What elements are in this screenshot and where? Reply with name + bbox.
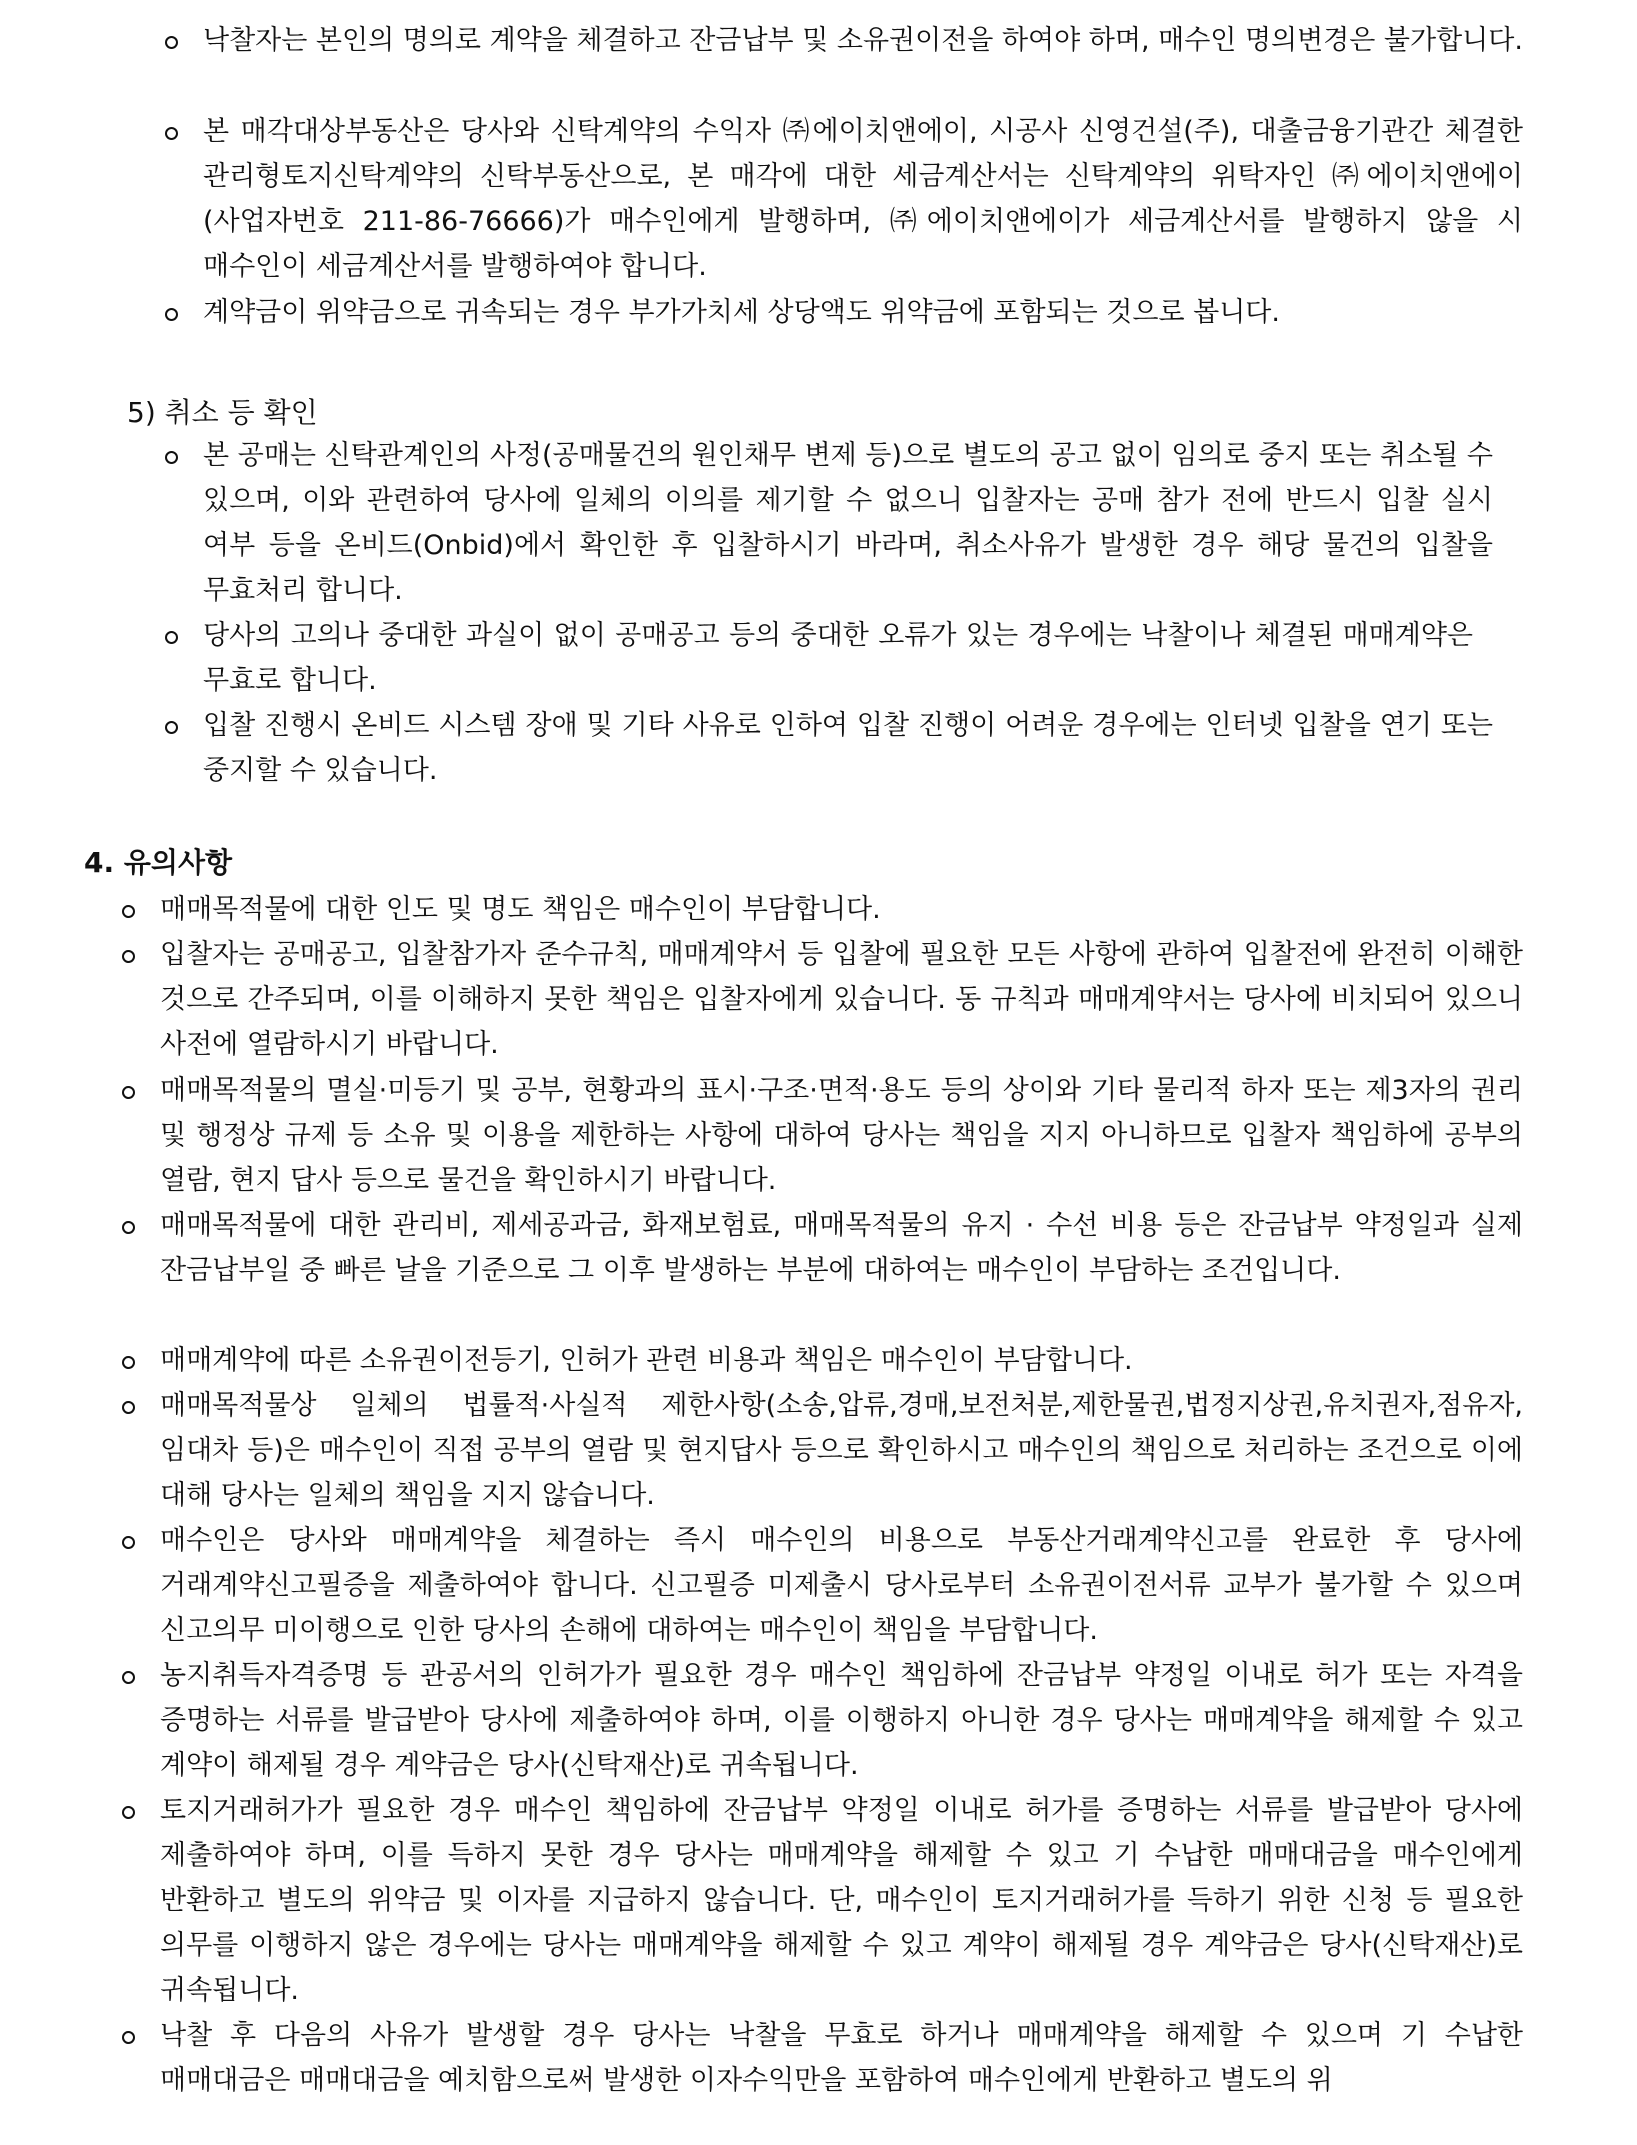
list-item [160, 2013, 1523, 2103]
bullet-circle-icon [165, 36, 178, 49]
list-item-text: 본 공매는 신탁관계인의 사정(공매물건의 원인채무 변제 등)으로 별도의 공고 없이 임의로 중지 또는 취소될 수 있으며, 이와 관련하여 당사에 일체의 이의를 제기할 수 없으니 입찰자는 공매 참가 전에 반드시 입찰 실시 여부 등을 온비드(Onbid)에서 확인한 후 입찰하시기 바라며, 취소사유가 발생한 경우 해당 물건의 입찰을 무효처리 합니다. [203, 440, 1493, 606]
list-item [160, 1518, 1523, 1653]
list-item [160, 932, 1523, 1067]
bullet-circle-icon [165, 631, 178, 644]
list-item [203, 290, 1523, 335]
bullet-circle-icon [165, 127, 178, 140]
list-item [160, 1068, 1523, 1203]
list-item-text: 농지취득자격증명 등 관공서의 인허가가 필요한 경우 매수인 책임하에 잔금납부 약정일 이내로 허가 또는 자격을 증명하는 서류를 발급받아 당사에 제출하여야 하며, 이를 이행하지 아니한 경우 당사는 매매계약을 해제할 수 있고 계약이 해제될 경우 계약금은 당사(신탁재산)로 귀속됩니다. [160, 1660, 1523, 1781]
list-item-text: 매매목적물상 일체의 법률적·사실적 제한사항(소송,압류,경매,보전처분,제한물권,법정지상권,유치권자,점유자,임대차 등)은 매수인이 직접 공부의 열람 및 현지답사 등으로 확인하시고 매수인의 책임으로 처리하는 조건으로 이에 대해 당사는 일체의 책임을 지지 않습니다. [160, 1390, 1523, 1511]
list-item [160, 1653, 1523, 1788]
bullet-circle-icon [122, 905, 135, 918]
list-item [203, 613, 1473, 703]
bullet-circle-icon [165, 721, 178, 734]
bullet-circle-icon [122, 1671, 135, 1684]
list-item-text: 매매목적물에 대한 인도 및 명도 책임은 매수인이 부담합니다. [160, 894, 881, 925]
list-item-text: 매매목적물의 멸실·미등기 및 공부, 현황과의 표시·구조·면적·용도 등의 상이와 기타 물리적 하자 또는 제3자의 권리 및 행정상 규제 등 소유 및 이용을 제한하는 사항에 대하여 당사는 책임을 지지 아니하므로 입찰자 책임하에 공부의 열람, 현지 답사 등으로 물건을 확인하시기 바랍니다. [160, 1075, 1523, 1196]
list-item [160, 887, 1523, 932]
bullet-circle-icon [122, 1806, 135, 1819]
list-item-text: 본 매각대상부동산은 당사와 신탁계약의 수익자 ㈜에이치앤에이, 시공사 신영건설(주), 대출금융기관간 체결한 관리형토지신탁계약의 신탁부동산으로, 본 매각에 대한 세금계산서는 신탁계약의 위탁자인 ㈜에이치앤에이(사업자번호 211-86-76666)가 매수인에게 발행하며, ㈜에이치앤에이가 세금계산서를 발행하지 않을 시 매수인이 세금계산서를 발행하여야 합니다. [203, 116, 1523, 282]
list-item-text: 매매목적물에 대한 관리비, 제세공과금, 화재보험료, 매매목적물의 유지 · 수선 비용 등은 잔금납부 약정일과 실제 잔금납부일 중 빠른 날을 기준으로 그 이후 발생하는 부분에 대하여는 매수인이 부담하는 조건입니다. [160, 1210, 1523, 1286]
list-item-text: 당사의 고의나 중대한 과실이 없이 공매공고 등의 중대한 오류가 있는 경우에는 낙찰이나 체결된 매매계약은 무효로 합니다. [203, 620, 1473, 696]
section-title: 4. 유의사항 [84, 846, 233, 879]
list-item [203, 703, 1493, 793]
list-item [203, 109, 1523, 289]
bullet-circle-icon [122, 1356, 135, 1369]
bullet-circle-icon [122, 1536, 135, 1549]
list-item-text: 토지거래허가가 필요한 경우 매수인 책임하에 잔금납부 약정일 이내로 허가를 증명하는 서류를 발급받아 당사에 제출하여야 하며, 이를 득하지 못한 경우 당사는 매매계약을 해제할 수 있고 기 수납한 매매대금을 매수인에게 반환하고 별도의 위약금 및 이자를 지급하지 않습니다. 단, 매수인이 토지거래허가를 득하기 위한 신청 등 필요한 의무를 이행하지 않은 경우에는 당사는 매매계약을 해제할 수 있고 계약이 해제될 경우 계약금은 당사(신탁재산)로 귀속됩니다. [160, 1795, 1524, 2006]
list-item [160, 1383, 1523, 1518]
list-item [203, 18, 1523, 63]
bullet-circle-icon [122, 2031, 135, 2044]
list-item-text: 낙찰자는 본인의 명의로 계약을 체결하고 잔금납부 및 소유권이전을 하여야 하며, 매수인 명의변경은 불가합니다. [203, 25, 1523, 56]
list-item-text: 입찰 진행시 온비드 시스템 장애 및 기타 사유로 인하여 입찰 진행이 어려운 경우에는 인터넷 입찰을 연기 또는 중지할 수 있습니다. [203, 710, 1493, 786]
list-item-text: 낙찰 후 다음의 사유가 발생할 경우 당사는 낙찰을 무효로 하거나 매매계약을 해제할 수 있으며 기 수납한 매매대금은 매매대금을 예치함으로써 발생한 이자수익만을 포함하여 매수인에게 반환하고 별도의 위 [160, 2020, 1523, 2096]
list-item-text: 입찰자는 공매공고, 입찰참가자 준수규칙, 매매계약서 등 입찰에 필요한 모든 사항에 관하여 입찰전에 완전히 이해한 것으로 간주되며, 이를 이해하지 못한 책임은 입찰자에게 있습니다. 동 규칙과 매매계약서는 당사에 비치되어 있으니 사전에 열람하시기 바랍니다. [160, 939, 1523, 1060]
subsection-title: 5) 취소 등 확인 [127, 396, 318, 429]
list-item [160, 1788, 1523, 2013]
bullet-circle-icon [122, 1221, 135, 1234]
list-item-text: 계약금이 위약금으로 귀속되는 경우 부가가치세 상당액도 위약금에 포함되는 것으로 봅니다. [203, 297, 1280, 328]
list-item [160, 1338, 1523, 1383]
bullet-circle-icon [122, 1401, 135, 1414]
list-item-text: 매매계약에 따른 소유권이전등기, 인허가 관련 비용과 책임은 매수인이 부담합니다. [160, 1345, 1133, 1376]
list-item-text: 매수인은 당사와 매매계약을 체결하는 즉시 매수인의 비용으로 부동산거래계약신고를 완료한 후 당사에 거래계약신고필증을 제출하여야 합니다. 신고필증 미제출시 당사로부터 소유권이전서류 교부가 불가할 수 있으며 신고의무 미이행으로 인한 당사의 손해에 대하여는 매수인이 책임을 부담합니다. [160, 1525, 1523, 1646]
bullet-circle-icon [122, 950, 135, 963]
bullet-circle-icon [165, 308, 178, 321]
list-item [203, 433, 1493, 613]
bullet-circle-icon [122, 1086, 135, 1099]
bullet-circle-icon [165, 451, 178, 464]
list-item [160, 1203, 1523, 1293]
